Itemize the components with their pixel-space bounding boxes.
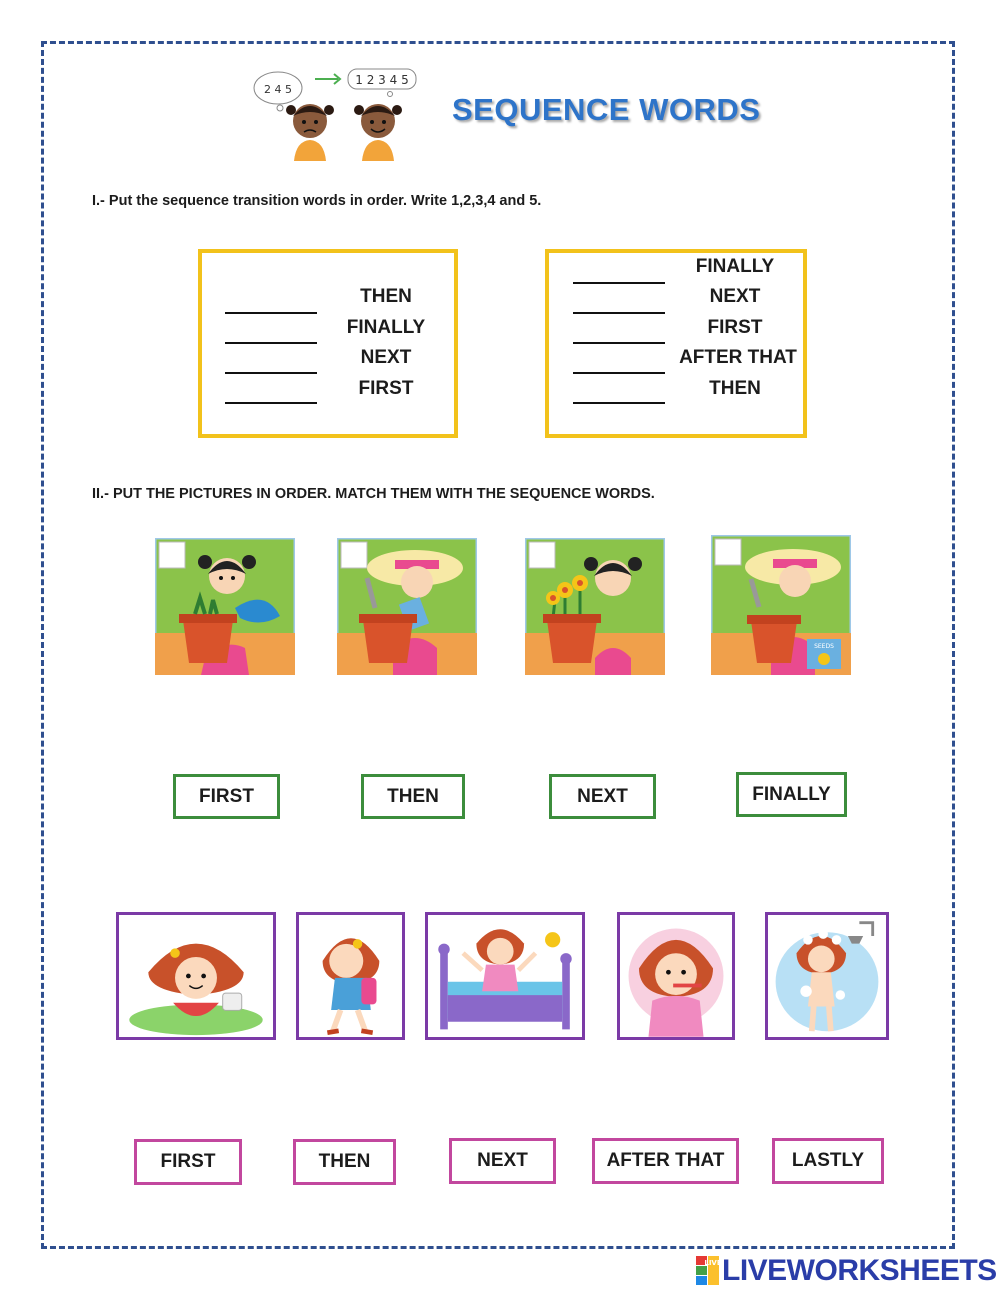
section1-instruction: I.- Put the sequence transition words in order. Write 1,2,3,4 and 5.: [92, 193, 542, 209]
logo-text: LIVEWORKSHEETS: [722, 1254, 997, 1287]
answer-blank[interactable]: [573, 402, 665, 404]
sequence-word: NEXT: [709, 286, 761, 307]
match-word-after-that[interactable]: AFTER THAT: [592, 1138, 739, 1184]
match-word-lastly[interactable]: LASTLY: [772, 1138, 884, 1184]
page-title: SEQUENCE WORDS: [452, 92, 761, 127]
match-word-first[interactable]: FIRST: [173, 774, 280, 819]
liveworksheets-logo[interactable]: [696, 1254, 997, 1288]
match-word-next[interactable]: NEXT: [549, 774, 656, 819]
answer-blank[interactable]: [573, 372, 665, 374]
logo-badge-text: LIVE: [704, 1259, 722, 1267]
picture-flowers-grown[interactable]: [525, 538, 665, 675]
header-illustration: [250, 66, 425, 161]
seeds-packet-label: SEEDS: [814, 643, 834, 650]
thought-right-text: 1 2 3 4 5: [355, 73, 409, 87]
answer-blank[interactable]: [573, 282, 665, 284]
picture-planting-seeds[interactable]: [337, 538, 477, 675]
sequence-word: FIRST: [358, 378, 414, 399]
picture-walking-to-school[interactable]: [296, 912, 405, 1040]
thought-left-text: 2 4 5: [264, 83, 292, 96]
sequence-word: AFTER THAT: [679, 347, 797, 368]
answer-blank[interactable]: [573, 342, 665, 344]
picture-watering-plant[interactable]: [155, 538, 295, 675]
match-word-next[interactable]: NEXT: [449, 1138, 556, 1184]
picture-taking-shower[interactable]: [765, 912, 889, 1040]
section2-instruction: II.- PUT THE PICTURES IN ORDER. MATCH THEM WITH THE SEQUENCE WORDS.: [92, 486, 655, 502]
answer-blank[interactable]: [225, 402, 317, 404]
match-word-then[interactable]: THEN: [361, 774, 465, 819]
match-word-finally[interactable]: FINALLY: [736, 772, 847, 817]
picture-pot-and-seeds[interactable]: [711, 535, 851, 675]
picture-eating-breakfast[interactable]: [116, 912, 276, 1040]
live-badge-icon: [696, 1256, 722, 1286]
sequence-word: FINALLY: [346, 317, 426, 338]
answer-blank[interactable]: [225, 312, 317, 314]
picture-waking-up[interactable]: [425, 912, 585, 1040]
match-word-first[interactable]: FIRST: [134, 1139, 242, 1185]
match-word-then[interactable]: THEN: [293, 1139, 396, 1185]
sequence-word: NEXT: [360, 347, 412, 368]
answer-blank[interactable]: [573, 312, 665, 314]
sequence-word: THEN: [709, 378, 761, 399]
answer-blank[interactable]: [225, 342, 317, 344]
sequence-word: FIRST: [707, 317, 763, 338]
picture-brushing-teeth[interactable]: [617, 912, 735, 1040]
sequence-word: FINALLY: [695, 256, 775, 277]
sequence-word: THEN: [360, 286, 412, 307]
answer-blank[interactable]: [225, 372, 317, 374]
